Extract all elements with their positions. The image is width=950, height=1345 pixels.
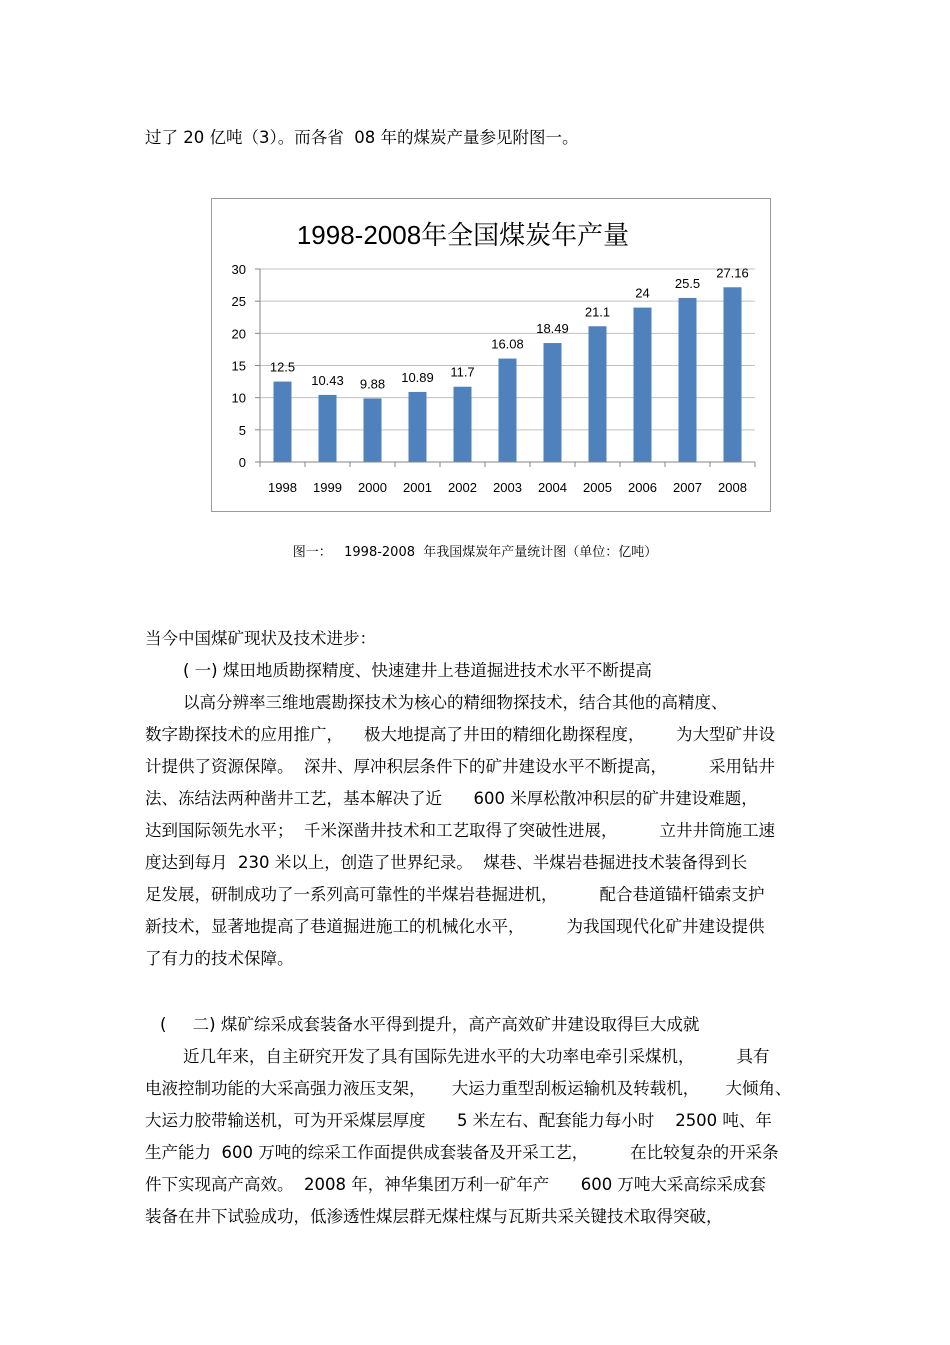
paragraph-1-line: 度达到每月 230 米以上，创造了世界纪录。 煤巷、半煤岩巷掘进技术装备得到长	[145, 853, 748, 872]
bar-chart	[212, 199, 772, 513]
x-tick-label: 2006	[628, 480, 657, 495]
paragraph-1-line: 足发展，研制成功了一系列高可靠性的半煤岩巷掘进机， 配合巷道锚杆锚索支护	[145, 885, 765, 904]
x-tick-label: 2002	[448, 480, 477, 495]
value-label: 21.1	[584, 304, 611, 320]
paragraph-1-line: 计提供了资源保障。 深井、厚冲积层条件下的矿井建设水平不断提高， 采用钻井	[145, 757, 775, 776]
x-tick-label: 2003	[493, 480, 522, 495]
value-label: 27.16	[716, 265, 749, 281]
x-tick-label: 2008	[718, 480, 747, 495]
chart-frame	[211, 198, 771, 512]
paragraph-1-line: 数字勘探技术的应用推广， 极大地提高了井田的精细化勘探程度， 为大型矿井设	[145, 725, 775, 744]
bar-2001	[409, 392, 427, 462]
paragraph-1-line: 了有力的技术保障。	[145, 949, 294, 968]
bar-2002	[454, 387, 472, 462]
value-label: 25.5	[674, 275, 701, 291]
bar-2000	[364, 398, 382, 462]
value-label: 24	[635, 285, 650, 301]
value-label: 10.89	[401, 369, 434, 385]
bar-2007	[679, 298, 697, 462]
y-axis-ticks	[232, 262, 260, 470]
x-tick-label: 2000	[358, 480, 387, 495]
value-label: 10.43	[311, 372, 344, 388]
bar-2008	[724, 287, 742, 462]
y-tick-label: 0	[238, 455, 246, 470]
y-tick-label: 10	[231, 390, 246, 406]
figure-caption: 图一： 1998-2008 年我国煤炭年产量统计图（单位：亿吨）	[292, 545, 658, 560]
x-tick-label: 1999	[313, 480, 342, 495]
section-heading: 当今中国煤矿现状及技术进步：	[145, 629, 376, 648]
paragraph-1-line: 达到国际领先水平； 千米深凿井技术和工艺取得了突破性进展， 立井井筒施工速	[145, 821, 775, 840]
x-tick-label: 1998	[268, 480, 297, 495]
bar-2006	[634, 308, 652, 462]
value-label: 16.08	[491, 336, 524, 352]
paragraph-2-line: 装备在井下试验成功，低渗透性煤层群无煤柱煤与瓦斯共采关键技术取得突破，	[145, 1207, 723, 1226]
value-label: 18.49	[536, 321, 569, 337]
x-tick-label: 2004	[538, 480, 567, 495]
bar-2004	[544, 343, 562, 462]
value-label: 12.5	[269, 359, 296, 375]
y-tick-label: 15	[231, 358, 246, 374]
x-axis-ticks	[260, 462, 755, 495]
y-tick-label: 5	[238, 422, 246, 438]
paragraph-2-line: 生产能力 600 万吨的综采工作面提供成套装备及开采工艺， 在比较复杂的开采条	[145, 1143, 779, 1162]
value-label: 11.7	[450, 364, 475, 380]
bar-2005	[589, 326, 607, 462]
subsection-heading-1: ( 一) 煤田地质勘探精度、快速建井上巷道掘进技术水平不断提高	[183, 661, 652, 680]
paragraph-2-line: 件下实现高产高效。 2008 年，神华集团万利一矿年产 600 万吨大采高综采成套	[145, 1175, 766, 1194]
text-line-intro: 过了 20 亿吨（3）。而各省 08 年的煤炭产量参见附图一。	[145, 128, 579, 147]
chart-title: 1998-2008年全国煤炭年产量	[296, 220, 630, 250]
paragraph-2-line: 大运力胶带输送机，可为开采煤层厚度 5 米左右、配套能力每小时 2500 吨、年	[145, 1111, 772, 1130]
y-tick-label: 30	[231, 262, 246, 277]
bar-2003	[499, 359, 517, 462]
bar-1998	[274, 382, 292, 462]
x-tick-label: 2001	[403, 480, 432, 495]
paragraph-2-line: 电液控制功能的大采高强力液压支架， 大运力重型刮板运输机及转载机， 大倾角、	[145, 1079, 792, 1098]
y-tick-label: 25	[231, 294, 246, 310]
value-label: 9.88	[359, 376, 386, 392]
paragraph-1-line: 以高分辨率三维地震勘探技术为核心的精细物探技术，结合其他的高精度、	[183, 693, 728, 712]
paragraph-2-line: 近几年来，自主研究开发了具有国际先进水平的大功率电牵引采煤机， 具有	[183, 1047, 770, 1066]
paragraph-1-line: 法、冻结法两种凿井工艺，基本解决了近 600 米厚松散冲积层的矿井建设难题，	[145, 789, 758, 808]
x-tick-label: 2005	[583, 480, 612, 495]
paragraph-1-line: 新技术，显著地提高了巷道掘进施工的机械化水平， 为我国现代化矿井建设提供	[145, 917, 765, 936]
y-tick-label: 20	[231, 326, 246, 342]
bar-1999	[319, 395, 337, 462]
x-tick-label: 2007	[673, 480, 702, 495]
subsection-heading-2: ( 二) 煤矿综采成套装备水平得到提升，高产高效矿井建设取得巨大成就	[160, 1015, 700, 1034]
